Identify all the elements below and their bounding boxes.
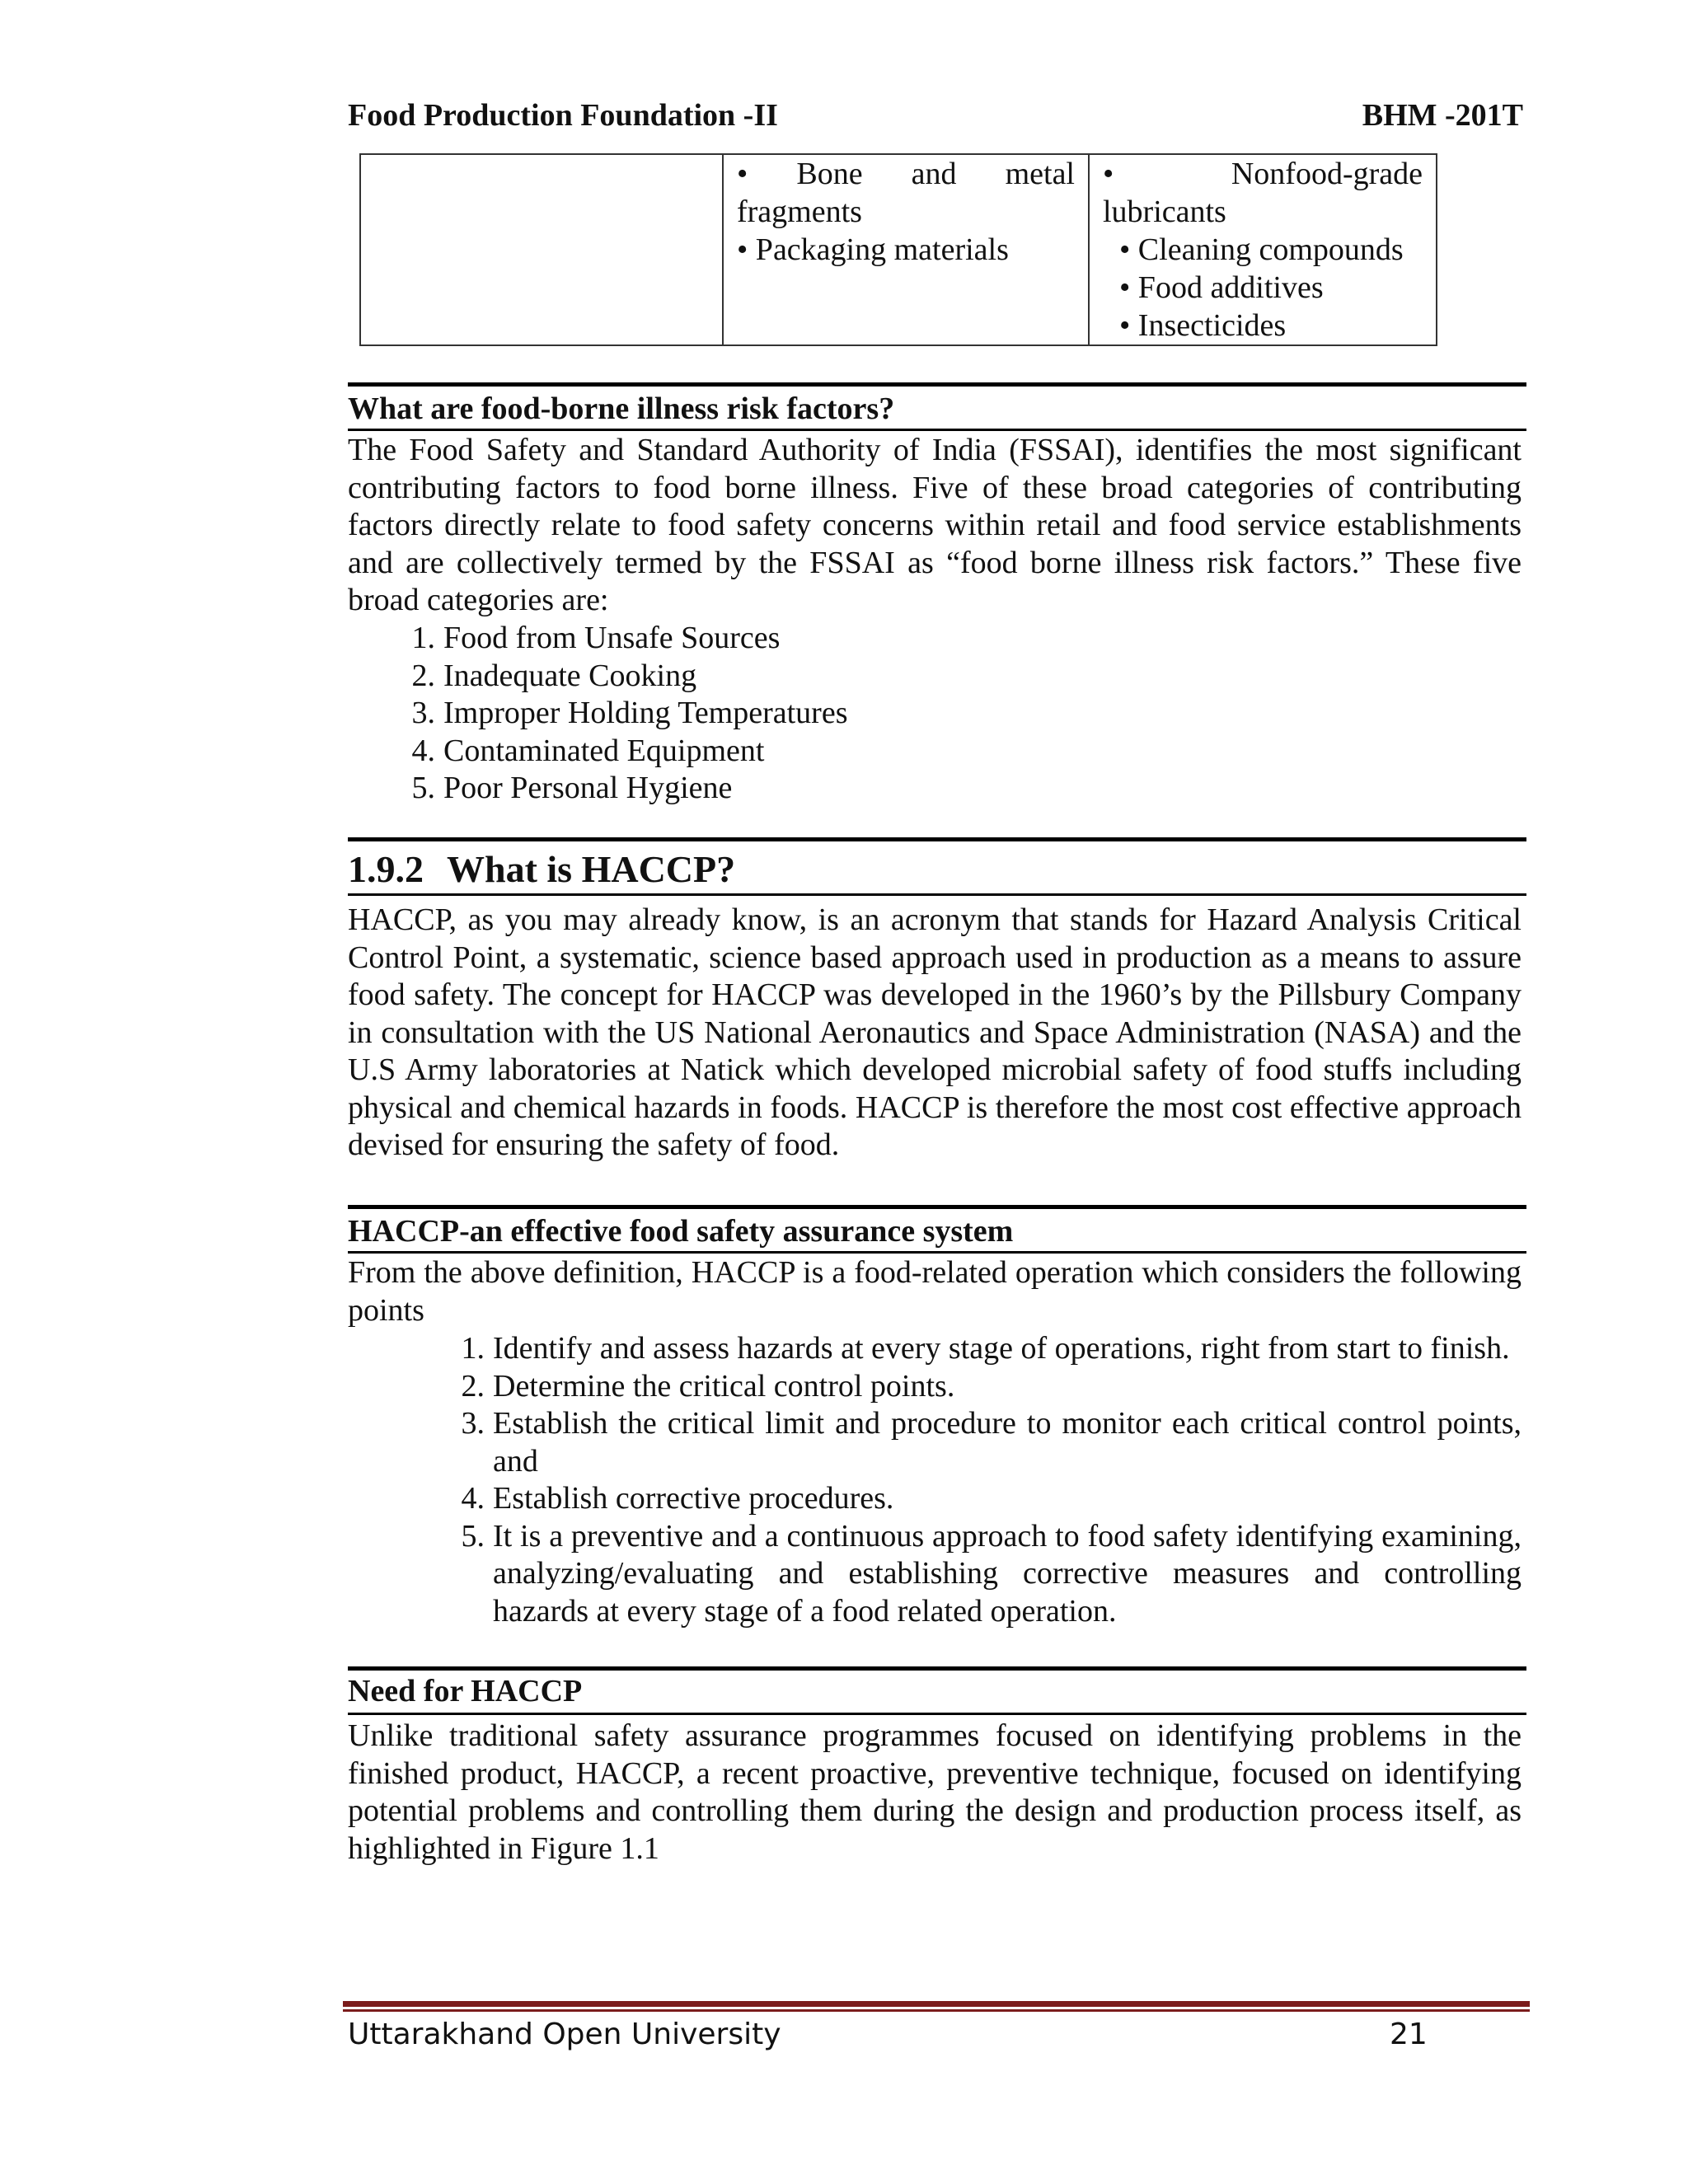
table-cell-line: • Insecticides	[1119, 308, 1287, 343]
hazards-table-continuation	[359, 153, 1437, 346]
table-cell-line: lubricants	[1103, 194, 1226, 229]
running-header-code: BHM -201T	[1362, 98, 1523, 133]
risk-factors-list	[411, 620, 1515, 808]
table-row	[360, 154, 1437, 345]
footer-university: Uttarakhand Open University	[348, 2018, 781, 2051]
haccp-definition-paragraph: HACCP, as you may already know, is an acronym that stands for Hazard Analysis Critical Control Point, a systematic, science based approach used in production as a means to assure food safety. The concept for HACCP was developed in the 1960’s by the Pillsbury Company in consultation with the US National Aeronautics and Space Administration (NASA) and the U.S Army laboratories at Natick which developed microbial safety of food stuffs including physical and chemical hazards in foods. HACCP is therefore the most cost effective approach devised for ensuring the safety of food.	[348, 902, 1522, 1162]
footer-rule	[343, 2001, 1530, 2007]
table-cell-line: • Food additives	[1119, 270, 1324, 305]
page-number: 21	[1390, 2018, 1428, 2051]
assurance-heading: HACCP-an effective food safety assurance system	[348, 1214, 1014, 1249]
risk-factors-paragraph: The Food Safety and Standard Authority of India (FSSAI), identifies the most significant contributing factors to food borne illness. Five of these broad categories of contributing factors directly relate to food safety concerns within retail and food service establishments and are collectively termed by the FSSAI as “food borne illness risk factors.” These five broad categories are:	[348, 433, 1522, 617]
heading-rule-bottom	[348, 1251, 1526, 1254]
table-cell-line: • Nonfood-grade	[1103, 157, 1423, 191]
assurance-paragraph: From the above definition, HACCP is a food-related operation which considers the following points	[348, 1255, 1522, 1328]
section-title: What is HACCP?	[447, 848, 736, 890]
section-rule-bottom	[348, 893, 1526, 896]
list-item: 3. Establish the critical limit and procedure to monitor each critical control points, and	[461, 1406, 1522, 1479]
heading-rule-bottom	[348, 1713, 1526, 1715]
assurance-points-list	[461, 1330, 1522, 1630]
heading-rule-bottom	[348, 429, 1526, 431]
section-heading	[348, 847, 735, 891]
list-item: 1. Identify and assess hazards at every stage of operations, right from start to finish.	[461, 1331, 1510, 1366]
table-cell-empty	[360, 154, 723, 345]
table-cell-line: • Packaging materials	[737, 232, 1009, 267]
heading-rule-top	[348, 1205, 1526, 1209]
risk-factors-heading: What are food-borne illness risk factors?	[348, 391, 895, 426]
list-item: 2. Determine the critical control points.	[461, 1368, 955, 1404]
running-header-title: Food Production Foundation -II	[348, 98, 778, 133]
list-item: 5. It is a preventive and a continuous approach to food safety identifying examining, analyzing/evaluating and establishing corrective measures and controlling hazards at every stage of a food related operation.	[461, 1518, 1522, 1629]
need-heading: Need for HACCP	[348, 1674, 583, 1708]
need-paragraph: Unlike traditional safety assurance programmes focused on identifying problems in the finished product, HACCP, a recent proactive, preventive technique, focused on identifying potential problems and controlling them during the design and production process itself, as highlighted in Figure 1.1	[348, 1718, 1522, 1866]
table-cell-line: fragments	[737, 194, 862, 229]
table-cell-line: • Bone and metal	[737, 157, 1075, 191]
section-number: 1.9.2	[348, 848, 424, 890]
list-item: 4. Contaminated Equipment	[411, 733, 765, 768]
list-item: 5. Poor Personal Hygiene	[411, 771, 733, 805]
list-item: 2. Inadequate Cooking	[411, 658, 697, 693]
table-cell-chemical-hazards	[1089, 154, 1437, 345]
table-cell-physical-hazards	[723, 154, 1089, 345]
table-cell-line: • Cleaning compounds	[1119, 232, 1404, 267]
heading-rule-top	[348, 382, 1526, 387]
footer-rule-thin	[343, 2009, 1530, 2012]
list-item: 1. Food from Unsafe Sources	[411, 621, 781, 655]
list-item: 4. Establish corrective procedures.	[461, 1481, 894, 1516]
list-item: 3. Improper Holding Temperatures	[411, 696, 848, 730]
section-rule-top	[348, 837, 1526, 841]
heading-rule-top	[348, 1666, 1526, 1671]
